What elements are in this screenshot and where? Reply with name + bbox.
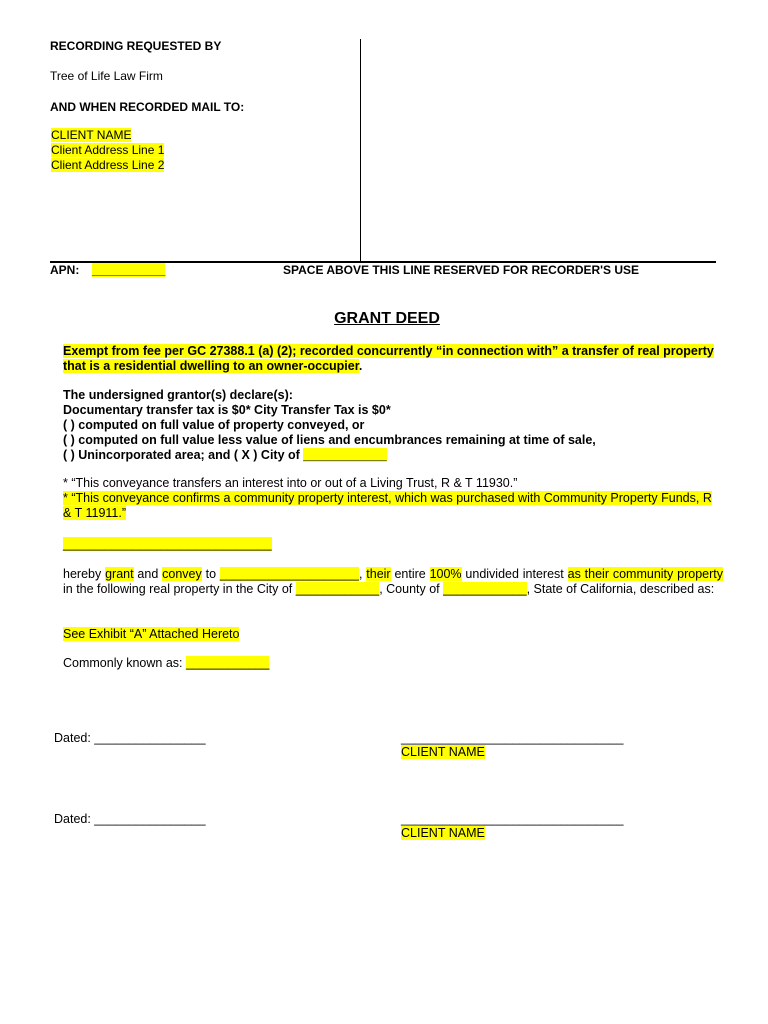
- signature-line-2: ________________________________: [401, 812, 624, 826]
- living-trust-note: * “This conveyance transfers an interest into or out of a Living Trust, R & T 11930.”: [63, 476, 518, 490]
- dated-line-2: Dated: ________________: [54, 812, 206, 826]
- client-address-line-2: Client Address Line 2: [51, 158, 165, 172]
- signer-name-1: CLIENT NAME: [401, 745, 485, 759]
- conveyance-and: and: [133, 567, 163, 581]
- document-title: GRANT DEED: [334, 310, 440, 327]
- commonly-known-label: Commonly known as:: [63, 656, 186, 670]
- conveyance-vesting: as their community property: [567, 567, 723, 581]
- declaration-line-2: Documentary transfer tax is $0* City Transfer Tax is $0*: [63, 403, 391, 417]
- declaration-line-1: The undersigned grantor(s) declare(s):: [63, 388, 293, 402]
- conveyance-their: their: [366, 567, 391, 581]
- mail-to-label: AND WHEN RECORDED MAIL TO:: [50, 100, 245, 114]
- exempt-paragraph: [63, 344, 723, 374]
- apn-label: APN:: [50, 263, 80, 277]
- conveyance-undivided: undivided interest: [461, 567, 568, 581]
- city-blank: ____________: [295, 582, 380, 596]
- conveyance-grant: grant: [105, 567, 134, 581]
- conveyance-state: , State of California, described as:: [526, 582, 715, 596]
- declaration-line-5-text: ( ) Unincorporated area; and ( X ) City of: [63, 448, 304, 462]
- city-of-blank: ____________: [303, 448, 387, 462]
- conveyance-in-city: in the following real property in the City of: [63, 582, 296, 596]
- exempt-text: Exempt from fee per GC 27388.1 (a) (2); recorded concurrently “in connection with” a transfer of real property that is a residential dwelling to an owner-occupier: [63, 344, 714, 373]
- conveyance-comma: ,: [358, 567, 367, 581]
- conveyance-hereby: hereby: [63, 567, 106, 581]
- firm-name: Tree of Life Law Firm: [50, 69, 163, 83]
- grantee-to-blank: ____________________: [219, 567, 359, 581]
- recording-requested-by-label: RECORDING REQUESTED BY: [50, 39, 222, 53]
- signature-line-1: ________________________________: [401, 731, 624, 745]
- commonly-known-blank: ____________: [185, 656, 270, 670]
- grantee-blank: ______________________________: [63, 537, 272, 551]
- conveyance-county: , County of: [379, 582, 444, 596]
- exhibit-reference: See Exhibit “A” Attached Hereto: [63, 627, 240, 641]
- dated-line-1: Dated: ________________: [54, 731, 206, 745]
- recorder-reserved-label: SPACE ABOVE THIS LINE RESERVED FOR RECORDER'S USE: [283, 263, 640, 277]
- conveyance-to: to: [201, 567, 220, 581]
- exempt-tail: .: [358, 359, 363, 373]
- conveyance-entire: entire: [390, 567, 430, 581]
- client-name-field: CLIENT NAME: [51, 128, 132, 142]
- recorder-vertical-divider: [360, 39, 361, 261]
- declaration-line-4: ( ) computed on full value less value of liens and encumbrances remaining at time of sale,: [63, 433, 596, 447]
- conveyance-paragraph: [63, 567, 723, 597]
- apn-blank: ___________: [92, 263, 166, 277]
- community-property-note: * “This conveyance confirms a community property interest, which was purchased with Community Property Funds, R & T 11911.”: [63, 491, 712, 520]
- declaration-line-3: ( ) computed on full value of property conveyed, or: [63, 418, 365, 432]
- conveyance-percent: 100%: [429, 567, 462, 581]
- conveyance-convey: convey: [162, 567, 202, 581]
- commonly-known-as: [63, 656, 269, 670]
- declaration-line-5: [63, 448, 387, 462]
- signer-name-2: CLIENT NAME: [401, 826, 485, 840]
- community-property-note-wrapper: [63, 491, 723, 521]
- client-address-line-1: Client Address Line 1: [51, 143, 165, 157]
- county-blank: ____________: [443, 582, 527, 596]
